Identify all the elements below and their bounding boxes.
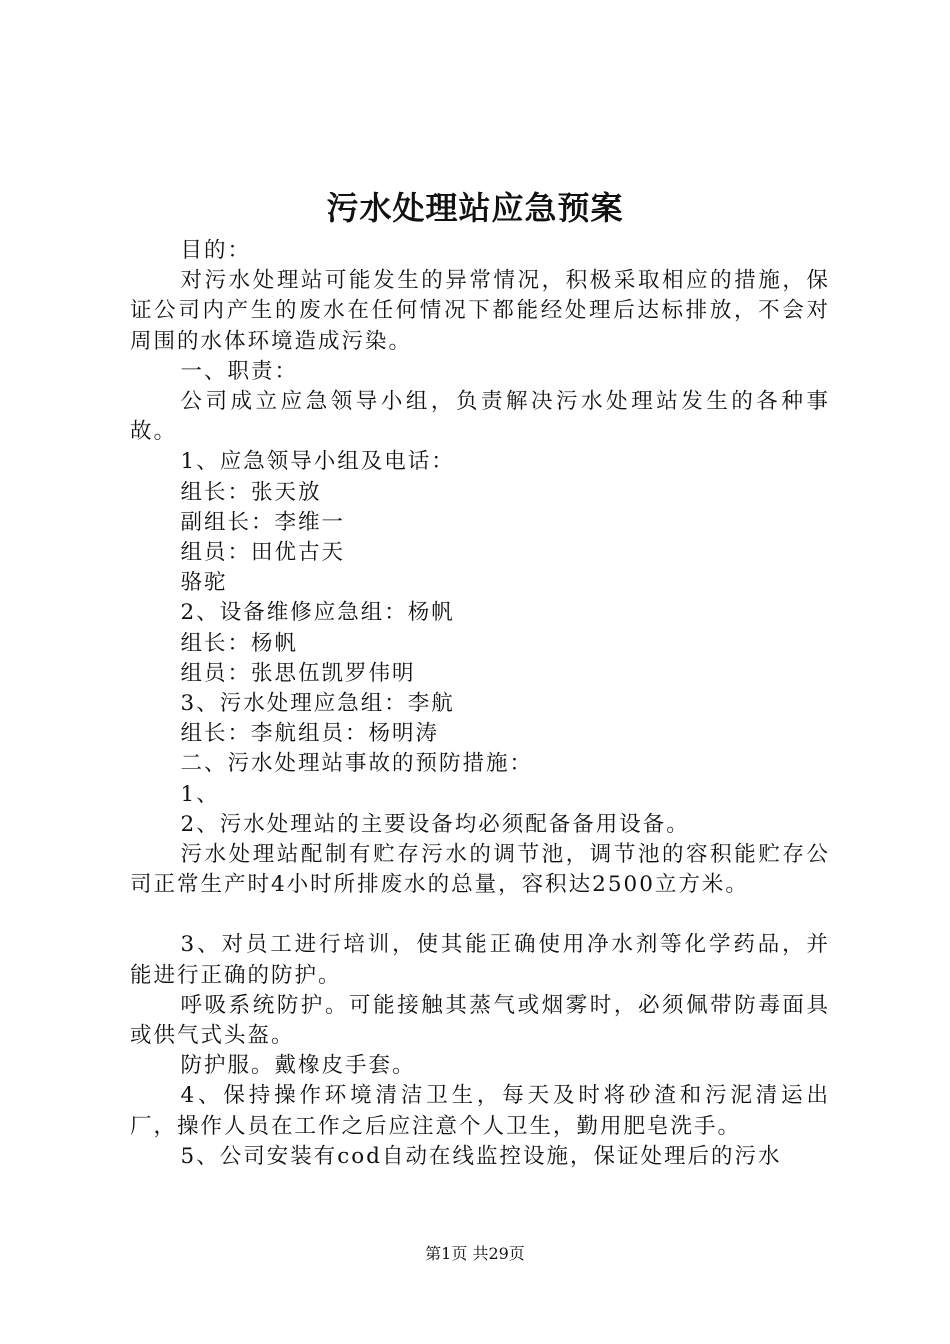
document-body xyxy=(130,236,830,1172)
blank-line xyxy=(130,900,830,930)
paragraph: 防护服。戴橡皮手套。 xyxy=(180,1053,416,1079)
paragraph: 2、污水处理站的主要设备均必须配备备用设备。 xyxy=(180,811,690,837)
paragraph: 组长：张天放 xyxy=(180,479,322,505)
paragraph: 副组长：李维一 xyxy=(180,509,346,535)
paragraph: 5、公司安装有cod自动在线监控设施，保证处理后的污水 xyxy=(180,1143,782,1169)
paragraph: 呼吸系统防护。可能接触其蒸气或烟雾时，必须佩带防毒面具或供气式头盔。 xyxy=(130,992,830,1049)
paragraph: 3、对员工进行培训，使其能正确使用净水剂等化学药品，并能进行正确的防护。 xyxy=(130,932,830,988)
paragraph: 公司成立应急领导小组，负责解决污水处理站发生的各种事故。 xyxy=(130,389,830,445)
paragraph: 组长：杨帆 xyxy=(180,630,299,656)
paragraph: 4、保持操作环境清洁卫生，每天及时将砂渣和污泥清运出厂，操作人员在工作之后应注意个人卫生，勤用肥皂洗手。 xyxy=(130,1083,830,1139)
page-title: 污水处理站应急预案 xyxy=(326,189,624,227)
paragraph: 1、应急领导小组及电话： xyxy=(180,449,455,475)
paragraph: 一、职责： xyxy=(180,358,299,384)
paragraph: 组员：田优古天 xyxy=(180,540,346,566)
paragraph: 对污水处理站可能发生的异常情况，积极采取相应的措施，保证公司内产生的废水在任何情况下都能经处理后达标排放，不会对周围的水体环境造成污染。 xyxy=(130,268,830,354)
page-footer: 第1页 共29页 xyxy=(425,1244,525,1263)
paragraph: 1、 xyxy=(180,781,220,807)
paragraph: 目的： xyxy=(180,238,252,263)
paragraph: 组员：张思伍凯罗伟明 xyxy=(180,660,416,686)
paragraph: 骆驼 xyxy=(180,570,228,596)
paragraph: 污水处理站配制有贮存污水的调节池，调节池的容积能贮存公司正常生产时4小时所排废水的总量，容积达2500立方米。 xyxy=(130,842,830,898)
paragraph: 组长：李航组员：杨明涛 xyxy=(180,721,440,747)
paragraph: 3、污水处理应急组：李航 xyxy=(180,691,455,717)
paragraph: 2、设备维修应急组：杨帆 xyxy=(180,600,455,626)
paragraph: 二、污水处理站事故的预防措施： xyxy=(180,751,534,777)
